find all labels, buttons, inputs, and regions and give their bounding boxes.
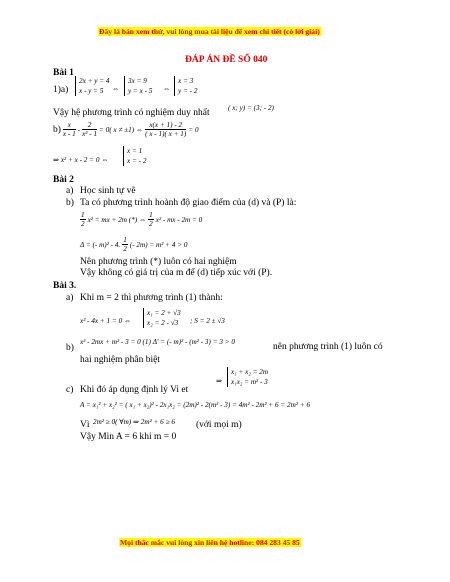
bai3-b-text2: hai nghiệm phân biệt: [80, 355, 160, 365]
bai2-a-text: Học sinh tự vẽ: [80, 186, 136, 196]
bai2-b-text: Ta có phương trình hoành độ giao điểm của (d) và (P) là:: [80, 198, 297, 208]
bai1-b-equation: b) $\frac{x}{x - 1}$ - $\frac{2}{\text{x² - 1}}$ = 0( x ≠ ±1) ⇔ $\frac{x(x + 1) - 2}{( x - 1)( x + 1)}$ = 0: [53, 121, 199, 138]
bai3-a-solution-set: ; S = 2 ± √3: [190, 317, 225, 325]
fraction: $\frac{x}{x - 1}$: [62, 121, 76, 138]
bai3-c-system: x₁ + x₂ = 2m x₁x₂ = m² - 3: [227, 367, 268, 387]
hotline-footer: Mọi thắc mắc vui lòng xin liên hệ hotline: 084 283 45 85: [120, 538, 300, 547]
bai1-b-system: x = 1 x = - 2: [123, 146, 146, 166]
bai3-a-equation: x² - 4x + 1 = 0 ⇔: [80, 317, 132, 325]
equiv-symbol: ⇔: [112, 85, 120, 93]
fraction: $\frac{1}{2}$: [81, 211, 85, 228]
bai3-b-equation: x² - 2mx + m² - 3 = 0 (1) Δ' = (- m)² - (m² - 3) = 3 > 0: [80, 338, 235, 346]
bai3-a-label: a): [66, 293, 74, 303]
bai3-a-text: Khi m = 2 thì phương trình (1) thành:: [80, 293, 223, 303]
bai1-b-label: b): [53, 124, 61, 135]
bai1-solution: ( x; y) = (3; - 2): [228, 104, 274, 112]
bai3-vi-tail: (với mọi m): [196, 420, 242, 430]
equiv-symbol: ⇔: [163, 85, 171, 93]
bai3-b-label: b): [66, 343, 74, 353]
bai3-final: Vậy Min A = 6 khi m = 0: [80, 432, 177, 442]
preview-banner: Đây là bản xem thử, vui lòng mua tài liệu để xem chi tiết (có lời giải): [99, 27, 320, 36]
bai2-line2: Vậy không có giá trị của m để (d) tiếp xúc với (P).: [80, 268, 273, 278]
fraction: $\frac{2}{\text{x² - 1}}$: [82, 121, 98, 138]
bai3-c-expression: A = x₁² + x₂² = ( x₁ + x₂)² - 2x₁x₂ = (2m)² - 2(m² - 3) = 4m² - 2m² + 6 = 2m² + 6: [80, 401, 311, 409]
bai1-conclusion: Vậy hệ phương trình có nghiệm duy nhất: [53, 108, 210, 118]
bai3-c-text: Khi đó áp dụng định lý Vi et: [80, 385, 189, 395]
bai2-heading: Bài 2: [53, 175, 74, 185]
bai2-b-label: b): [66, 198, 74, 208]
bai2-equation1: $\frac{1}{2}$ x² = mx + 2m (*) ⇔ $\frac{1}{2}$ x² - mx - 2m = 0: [81, 211, 203, 228]
page-title: ĐÁP ÁN ĐỀ SỐ 040: [185, 55, 268, 65]
bai1-a-system1: 2x + y = 4 x - y = 5: [75, 76, 109, 96]
bai3-heading: Bài 3.: [53, 281, 77, 291]
bai1-heading: Bài 1: [53, 68, 74, 78]
bai3-c-label: c): [66, 385, 74, 395]
bai1-a-system2: 3x = 9 y = x - 5: [124, 76, 152, 96]
bai1-a-system3: x = 3 y = - 2: [174, 76, 197, 96]
implies-symbol: ⇒: [216, 377, 223, 385]
bai1-b-line2: ⇒ x² + x - 2 = 0 ⇔: [53, 156, 109, 164]
bai3-vi-equation: 2m² ≥ 0( ∀m) ⇒ 2m² + 6 ≥ 6: [93, 418, 175, 426]
bai3-b-text: nên phương trình (1) luôn có: [273, 342, 383, 352]
fraction: $\frac{x(x + 1) - 2}{( x - 1)( x + 1)}$: [145, 121, 187, 138]
bai2-delta: Δ = (- m)² - 4. $\frac{1}{2}$ (- 2m) = m² + 4 > 0: [80, 236, 188, 253]
bai3-vi: Vì: [80, 420, 90, 430]
fraction: $\frac{1}{2}$: [123, 236, 127, 253]
bai1-a-label: 1)a): [53, 85, 69, 95]
bai2-a-label: a): [66, 186, 74, 196]
bai2-line1: Nên phương trình (*) luôn có hai nghiệm: [80, 257, 237, 267]
fraction: $\frac{1}{2}$: [149, 211, 153, 228]
bai3-a-system: x₁ = 2 + √3 x₂ = 2 - √3: [143, 308, 181, 328]
